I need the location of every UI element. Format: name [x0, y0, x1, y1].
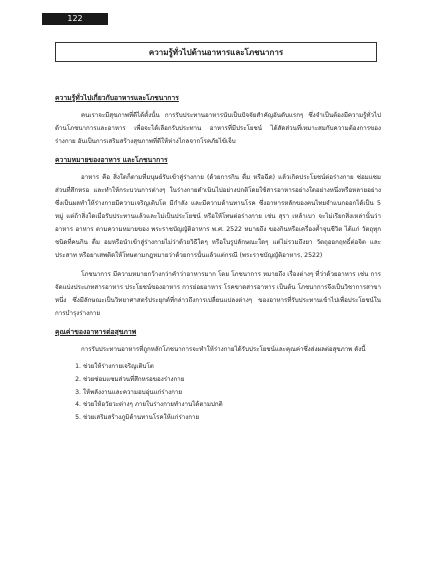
page-number: 122 [42, 13, 108, 25]
paragraph: การรับประทานอาหารที่ถูกหลักโภชนาการจะทำให้ร่างกายได้รับประโยชน์และคุณค่าซึ่งส่งผลต่อสุขภาพ ดังนี้ [81, 346, 366, 353]
paragraph: คนเราจะมีสุขภาพที่ดีได้ตั้งนั้น การรับประทานอาหารนับเป็นปัจจัยสำคัญอันดับแรกๆ ซึ่งจำเป็นต้องมีความรู้ทั่วไปด้านโภชนาการและอาหาร เพื่อจะได้เลือกรับประทาน อาหารที่มีประโยชน์ ได้สัดส่วนที่เหมาะสมกับความต้องการของร่างกาย อันเป็นการเสริมสร้างสุขภาพที่ดีให้ห่างไกลจากโรคภัยไข้เจ็บ [55, 112, 381, 145]
list-item: 5. ช่วยเสริมสร้างภูมิต้านทานโรคให้แก่ร่างกาย [83, 413, 381, 423]
paragraph: โภชนาการ มีความหมายกว้างกว่าคำว่าอาหารมาก โดย โภชนาการ หมายถึง เรื่องต่างๆ ที่ว่าด้วยอาหาร เช่น การจัดแบ่งประเภทสารอาหาร ประโยชน์ของอาหาร การย่อยอาหาร โรคขาดสารอาหาร เป็นต้น โภชนาการจึงเป็นวิชาการสาขาหนึ่ง ซึ่งมีลักษณะเป็นวิทยาศาสตร์ประยุกต์ที่กล่าวถึงการเปลี่ยนแปลงต่างๆ ของอาหารที่รับประทานเข้าไปเพื่อประโยชน์ในการบำรุงร่างกาย [55, 271, 381, 317]
section-heading: คุณค่าของอาหารต่อสุขภาพ [55, 328, 137, 336]
section-definitions [55, 154, 381, 320]
paragraph: อาหาร คือ สิ่งใดก็ตามที่มนุษย์รับเข้าสู่ร่างกาย (ด้วยการกิน ดื่ม หรือฉีด) แล้วเกิดประโยชน์ต่อร่างกาย ซ่อมแซมส่วนที่สึกหรอ และทำให้กระบวนการต่างๆ ในร่างกายดำเนินไปอย่างปกติโดยใช้สารอาหารอย่างใดอย่างหนึ่งหรือหลายอย่าง ซึ่งเป็นผลทำให้ร่างกายมีความเจริญเติบโต มีกำลัง และมีความต้านทานโรค ซึ่งอาหารหลักของคนไทยจำแนกออกได้เป็น 5 หมู่ แต่ถ้าสิ่งใดเมื่อรับประทานแล้วและไม่เป็นประโยชน์ หรือให้โทษต่อร่างกาย เช่น สุรา เหล้าเบา จะไม่เรียกสิ่งเหล่านั้นว่าอาหาร อาหาร ตามความหมายของ พระราชบัญญัติอาหาร พ.ศ. 2522 หมายถึง ของกินหรือเครื่องค้ำจุนชีวิต ได้แก่ วัตถุทุกชนิดที่คนกิน ดื่ม อมหรือนำเข้าสู่ร่างกายไม่ว่าด้วยวิธีใดๆ หรือในรูปลักษณะใดๆ แต่ไม่รวมถึงยา วัตถุออกฤทธิ์ต่อจิต และประสาท หรือยาเสพติดให้โทษตามกฎหมายว่าด้วยการนั้นแล้วแต่กรณี (พระราชบัญญัติอาหาร, 2522) [55, 174, 381, 259]
list-item: 3. ให้พลังงานและความอบอุ่นแก่ร่างกาย [83, 388, 381, 398]
list-item: 4. ช่วยให้อวัยวะต่างๆ ภายในร่างกายทำงานได้ตามปกติ [83, 400, 381, 410]
section-food-value [55, 326, 381, 424]
benefits-list [55, 362, 381, 424]
section-heading: ความหมายของอาหาร และโภชนาการ [55, 156, 168, 164]
page-title: ความรู้ทั่วไปด้านอาหารและโภชนาการ [55, 42, 377, 62]
list-item: 1. ช่วยให้ร่างกายเจริญเติบโต [83, 362, 381, 372]
document-body [55, 92, 381, 426]
list-item: 2. ช่วยซ่อมแซมส่วนที่สึกหรอของร่างกาย [83, 375, 381, 385]
section-general-knowledge [55, 92, 381, 148]
section-heading: ความรู้ทั่วไปเกี่ยวกับอาหารและโภชนาการ [55, 94, 179, 102]
